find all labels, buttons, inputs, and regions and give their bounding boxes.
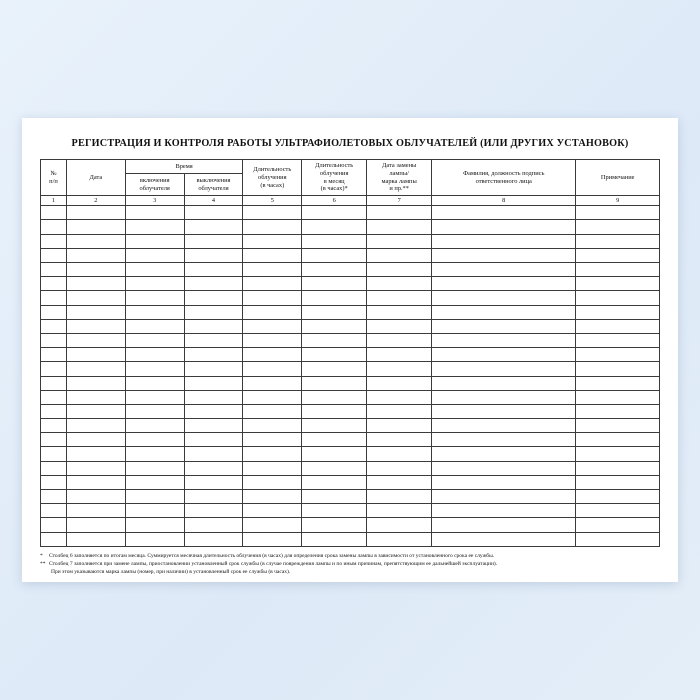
table-cell-empty[interactable] [367, 305, 432, 319]
table-cell-empty[interactable] [41, 248, 67, 262]
table-cell-empty[interactable] [66, 348, 125, 362]
table-cell-empty[interactable] [302, 447, 367, 461]
table-cell-empty[interactable] [302, 376, 367, 390]
table-row[interactable] [41, 376, 660, 390]
header-cell-responsible-person [432, 160, 576, 196]
table-cell-empty[interactable] [302, 348, 367, 362]
table-cell-empty[interactable] [125, 220, 184, 234]
table-row[interactable] [41, 362, 660, 376]
table-cell-empty[interactable] [432, 404, 576, 418]
table-cell-empty[interactable] [576, 404, 660, 418]
table-cell-empty[interactable] [243, 518, 302, 532]
table-cell-empty[interactable] [576, 362, 660, 376]
table-cell-empty[interactable] [125, 362, 184, 376]
table-row[interactable] [41, 220, 660, 234]
colnum-6: 6 [302, 196, 367, 206]
table-cell-empty[interactable] [367, 277, 432, 291]
table-cell-empty[interactable] [66, 333, 125, 347]
table-cell-empty[interactable] [302, 504, 367, 518]
table-cell-empty[interactable] [576, 348, 660, 362]
table-cell-empty[interactable] [576, 234, 660, 248]
table-cell-empty[interactable] [302, 263, 367, 277]
table-cell-empty[interactable] [125, 248, 184, 262]
table-cell-empty[interactable] [41, 206, 67, 220]
table-cell-empty[interactable] [125, 404, 184, 418]
header-switch-off-line1: выключения [196, 176, 231, 184]
table-row[interactable] [41, 390, 660, 404]
table-cell-empty[interactable] [302, 248, 367, 262]
table-cell-empty[interactable] [41, 333, 67, 347]
table-row[interactable] [41, 291, 660, 305]
table-cell-empty[interactable] [41, 291, 67, 305]
table-cell-empty[interactable] [576, 490, 660, 504]
table-cell-empty[interactable] [302, 490, 367, 504]
table-cell-empty[interactable] [302, 319, 367, 333]
table-cell-empty[interactable] [367, 419, 432, 433]
table-cell-empty[interactable] [243, 319, 302, 333]
header-cell-lamp-replacement [367, 160, 432, 196]
table-cell-empty[interactable] [302, 390, 367, 404]
table-row[interactable] [41, 419, 660, 433]
header-cell-time-group: Время [125, 160, 243, 174]
table-cell-empty[interactable] [184, 277, 243, 291]
table-cell-empty[interactable] [41, 390, 67, 404]
table-cell-empty[interactable] [41, 376, 67, 390]
page-title: РЕГИСТРАЦИЯ И КОНТРОЛЯ РАБОТЫ УЛЬТРАФИОЛЕТОВЫХ ОБЛУЧАТЕЛЕЙ (ИЛИ ДРУГИХ УСТАНОВОК) [71, 138, 629, 149]
footnote-2 [40, 561, 660, 569]
table-cell-empty[interactable] [125, 234, 184, 248]
table-cell-empty[interactable] [41, 475, 67, 489]
table-cell-empty[interactable] [243, 362, 302, 376]
table-cell-empty[interactable] [302, 220, 367, 234]
table-cell-empty[interactable] [66, 532, 125, 546]
table-cell-empty[interactable] [184, 333, 243, 347]
table-cell-empty[interactable] [184, 447, 243, 461]
table-cell-empty[interactable] [184, 419, 243, 433]
table-cell-empty[interactable] [184, 263, 243, 277]
table-cell-empty[interactable] [243, 291, 302, 305]
table-cell-empty[interactable] [184, 504, 243, 518]
table-cell-empty[interactable] [302, 419, 367, 433]
table-cell-empty[interactable] [432, 433, 576, 447]
table-cell-empty[interactable] [125, 263, 184, 277]
table-cell-empty[interactable] [184, 291, 243, 305]
colnum-7: 7 [367, 196, 432, 206]
table-cell-empty[interactable] [367, 433, 432, 447]
table-cell-empty[interactable] [367, 461, 432, 475]
table-cell-empty[interactable] [576, 305, 660, 319]
table-cell-empty[interactable] [66, 390, 125, 404]
header-responsible-line1: Фамилия, должность подпись [463, 169, 545, 177]
table-cell-empty[interactable] [66, 504, 125, 518]
table-cell-empty[interactable] [41, 319, 67, 333]
table-cell-empty[interactable] [66, 419, 125, 433]
header-cell-switch-off [184, 173, 243, 195]
table-row[interactable] [41, 475, 660, 489]
table-cell-empty[interactable] [243, 263, 302, 277]
table-cell-empty[interactable] [243, 419, 302, 433]
table-cell-empty[interactable] [576, 263, 660, 277]
footnote-1-mark: * [40, 552, 43, 559]
table-cell-empty[interactable] [66, 475, 125, 489]
table-cell-empty[interactable] [367, 447, 432, 461]
table-cell-empty[interactable] [243, 390, 302, 404]
table-cell-empty[interactable] [41, 433, 67, 447]
table-cell-empty[interactable] [367, 390, 432, 404]
table-cell-empty[interactable] [66, 277, 125, 291]
table-cell-empty[interactable] [125, 277, 184, 291]
table-cell-empty[interactable] [41, 419, 67, 433]
table-cell-empty[interactable] [243, 248, 302, 262]
header-cell-duration-month [302, 160, 367, 196]
table-row[interactable] [41, 333, 660, 347]
table-cell-empty[interactable] [184, 390, 243, 404]
table-row[interactable] [41, 206, 660, 220]
header-duration-month-line1: Длительность [315, 162, 354, 169]
table-row[interactable] [41, 461, 660, 475]
footnote-2-text: Столбец 7 заполняется при замене лампы, приостановлении установленный срок службы (в случае повреждения лампы и по иным причинам, препятствующим ее дальнейшей эксплуатации). [49, 560, 498, 567]
table-cell-empty[interactable] [367, 504, 432, 518]
table-cell-empty[interactable] [66, 490, 125, 504]
table-cell-empty[interactable] [243, 305, 302, 319]
table-cell-empty[interactable] [302, 277, 367, 291]
table-cell-empty[interactable] [66, 461, 125, 475]
table-cell-empty[interactable] [184, 305, 243, 319]
table-cell-empty[interactable] [125, 305, 184, 319]
table-cell-empty[interactable] [125, 433, 184, 447]
table-row[interactable] [41, 490, 660, 504]
header-lamp-line4: и пр.** [389, 185, 409, 193]
table-cell-empty[interactable] [66, 263, 125, 277]
table-cell-empty[interactable] [576, 419, 660, 433]
table-cell-empty[interactable] [125, 206, 184, 220]
table-cell-empty[interactable] [184, 348, 243, 362]
colnum-4: 4 [184, 196, 243, 206]
table-cell-empty[interactable] [576, 433, 660, 447]
table-cell-empty[interactable] [41, 518, 67, 532]
footnotes [40, 553, 660, 577]
table-cell-empty[interactable] [243, 333, 302, 347]
table-cell-empty[interactable] [243, 532, 302, 546]
table-cell-empty[interactable] [302, 532, 367, 546]
table-cell-empty[interactable] [125, 447, 184, 461]
table-cell-empty[interactable] [125, 475, 184, 489]
table-cell-empty[interactable] [576, 461, 660, 475]
table-row[interactable] [41, 518, 660, 532]
header-cell-switch-on [125, 173, 184, 195]
header-note-label: Примечание [600, 173, 635, 181]
table-cell-empty[interactable] [367, 518, 432, 532]
header-number-line2: п/п [49, 177, 58, 185]
header-duration-line2: облучения [258, 173, 287, 181]
table-cell-empty[interactable] [243, 376, 302, 390]
table-cell-empty[interactable] [302, 305, 367, 319]
table-cell-empty[interactable] [41, 362, 67, 376]
table-cell-empty[interactable] [367, 333, 432, 347]
document-sheet [22, 118, 678, 582]
header-duration-line3: (в часах) [260, 181, 285, 189]
table-row[interactable] [41, 248, 660, 262]
table-cell-empty[interactable] [302, 461, 367, 475]
table-cell-empty[interactable] [432, 447, 576, 461]
footnote-2-mark: ** [40, 560, 46, 567]
table-cell-empty[interactable] [243, 348, 302, 362]
table-cell-empty[interactable] [184, 319, 243, 333]
table-cell-empty[interactable] [184, 475, 243, 489]
table-cell-empty[interactable] [184, 490, 243, 504]
table-cell-empty[interactable] [66, 234, 125, 248]
header-switch-on-line1: включения [139, 176, 170, 184]
table-cell-empty[interactable] [184, 518, 243, 532]
colnum-9: 9 [576, 196, 660, 206]
footnote-1-text: Столбец 6 заполняется по итогам месяца. Суммируется месячная длительность облучения (в часах) для определения срока замены лампы в зависимости от установленного срока ее службы. [49, 552, 495, 559]
table-cell-empty[interactable] [576, 333, 660, 347]
colnum-2: 2 [66, 196, 125, 206]
table-cell-empty[interactable] [41, 348, 67, 362]
table-cell-empty[interactable] [302, 291, 367, 305]
table-cell-empty[interactable] [576, 390, 660, 404]
table-cell-empty[interactable] [432, 532, 576, 546]
table-cell-empty[interactable] [184, 433, 243, 447]
table-cell-empty[interactable] [125, 532, 184, 546]
table-cell-empty[interactable] [576, 220, 660, 234]
table-cell-empty[interactable] [302, 333, 367, 347]
table-cell-empty[interactable] [576, 376, 660, 390]
table-cell-empty[interactable] [125, 504, 184, 518]
table-body [41, 196, 660, 547]
table-cell-empty[interactable] [66, 305, 125, 319]
table-cell-empty[interactable] [66, 248, 125, 262]
table-row[interactable] [41, 433, 660, 447]
table-row[interactable] [41, 504, 660, 518]
table-cell-empty[interactable] [432, 220, 576, 234]
header-duration-month-line4: (в часах)* [320, 185, 348, 193]
table-cell-empty[interactable] [432, 206, 576, 220]
table-cell-empty[interactable] [432, 419, 576, 433]
table-cell-empty[interactable] [184, 404, 243, 418]
table-cell-empty[interactable] [576, 319, 660, 333]
table-cell-empty[interactable] [243, 206, 302, 220]
table-cell-empty[interactable] [125, 291, 184, 305]
table-cell-empty[interactable] [41, 447, 67, 461]
table-cell-empty[interactable] [243, 461, 302, 475]
table-row[interactable] [41, 447, 660, 461]
header-cell-number [41, 160, 67, 196]
table-cell-empty[interactable] [125, 319, 184, 333]
header-date-label: Дата [89, 173, 103, 181]
table-cell-empty[interactable] [302, 518, 367, 532]
table-row[interactable] [41, 348, 660, 362]
table-cell-empty[interactable] [432, 277, 576, 291]
header-responsible-line2: ответственного лица [475, 177, 532, 185]
table-cell-empty[interactable] [302, 234, 367, 248]
table-cell-empty[interactable] [576, 248, 660, 262]
table-cell-empty[interactable] [432, 333, 576, 347]
table-cell-empty[interactable] [66, 220, 125, 234]
table-cell-empty[interactable] [184, 206, 243, 220]
table-cell-empty[interactable] [432, 291, 576, 305]
table-cell-empty[interactable] [66, 404, 125, 418]
table-row[interactable] [41, 404, 660, 418]
table-row[interactable] [41, 319, 660, 333]
table-cell-empty[interactable] [576, 447, 660, 461]
table-cell-empty[interactable] [41, 234, 67, 248]
table-cell-empty[interactable] [41, 263, 67, 277]
table-cell-empty[interactable] [41, 305, 67, 319]
table-cell-empty[interactable] [432, 376, 576, 390]
table-row[interactable] [41, 305, 660, 319]
table-cell-empty[interactable] [243, 490, 302, 504]
colnum-1: 1 [41, 196, 67, 206]
footnote-1 [40, 553, 660, 561]
header-duration-line1: Длительность [253, 165, 292, 173]
table-cell-empty[interactable] [432, 504, 576, 518]
header-switch-on-line2: облучателя [139, 184, 170, 192]
table-cell-empty[interactable] [367, 490, 432, 504]
table-cell-empty[interactable] [66, 291, 125, 305]
table-cell-empty[interactable] [41, 404, 67, 418]
table-cell-empty[interactable] [66, 376, 125, 390]
header-lamp-line1: Дата замены [382, 162, 417, 169]
footnote-3-text: При этом указываются марка лампы (номер, при наличии) в установленный срок ее службы (в часах). [51, 568, 291, 575]
colnum-3: 3 [125, 196, 184, 206]
header-switch-off-line2: облучателя [198, 184, 229, 192]
table-cell-empty[interactable] [302, 206, 367, 220]
table-cell-empty[interactable] [184, 362, 243, 376]
table-cell-empty[interactable] [243, 447, 302, 461]
table-cell-empty[interactable] [432, 475, 576, 489]
table-cell-empty[interactable] [367, 248, 432, 262]
table-cell-empty[interactable] [432, 319, 576, 333]
table-cell-empty[interactable] [41, 220, 67, 234]
table-cell-empty[interactable] [41, 461, 67, 475]
table-cell-empty[interactable] [367, 362, 432, 376]
table-cell-empty[interactable] [302, 404, 367, 418]
table-cell-empty[interactable] [125, 348, 184, 362]
table-cell-empty[interactable] [432, 461, 576, 475]
table-cell-empty[interactable] [367, 263, 432, 277]
table-cell-empty[interactable] [125, 376, 184, 390]
table-cell-empty[interactable] [125, 518, 184, 532]
table-cell-empty[interactable] [66, 518, 125, 532]
header-duration-month-line2: облучения [319, 169, 349, 177]
table-row[interactable] [41, 532, 660, 546]
table-header-row-1 [41, 160, 660, 174]
table-cell-empty[interactable] [125, 490, 184, 504]
table-cell-empty[interactable] [367, 376, 432, 390]
table-cell-empty[interactable] [243, 220, 302, 234]
table-cell-empty[interactable] [576, 475, 660, 489]
table-cell-empty[interactable] [125, 461, 184, 475]
table-cell-empty[interactable] [367, 220, 432, 234]
table-row[interactable] [41, 277, 660, 291]
table-cell-empty[interactable] [576, 291, 660, 305]
table-cell-empty[interactable] [367, 404, 432, 418]
table-cell-empty[interactable] [184, 248, 243, 262]
table-cell-empty[interactable] [302, 362, 367, 376]
table-cell-empty[interactable] [125, 390, 184, 404]
header-cell-duration [243, 160, 302, 196]
table-cell-empty[interactable] [41, 490, 67, 504]
table-cell-empty[interactable] [432, 234, 576, 248]
table-cell-empty[interactable] [432, 390, 576, 404]
table-cell-empty[interactable] [367, 291, 432, 305]
table-cell-empty[interactable] [576, 277, 660, 291]
table-cell-empty[interactable] [243, 475, 302, 489]
header-lamp-line3: марка лампы [381, 177, 417, 185]
table-cell-empty[interactable] [66, 433, 125, 447]
header-lamp-line2: лампы/ [389, 169, 409, 177]
table-cell-empty[interactable] [367, 532, 432, 546]
header-cell-date [66, 160, 125, 196]
table-cell-empty[interactable] [302, 433, 367, 447]
table-cell-empty[interactable] [432, 305, 576, 319]
header-number-line1: № [50, 169, 57, 177]
table-cell-empty[interactable] [432, 490, 576, 504]
table-cell-empty[interactable] [243, 234, 302, 248]
table-row[interactable] [41, 234, 660, 248]
header-duration-month-line3: в месяц [323, 177, 345, 185]
table-cell-empty[interactable] [576, 206, 660, 220]
table-cell-empty[interactable] [184, 376, 243, 390]
colnum-5: 5 [243, 196, 302, 206]
table-cell-empty[interactable] [41, 277, 67, 291]
document-content [22, 118, 678, 582]
table-cell-empty[interactable] [125, 333, 184, 347]
registration-table [40, 159, 660, 547]
table-cell-empty[interactable] [432, 518, 576, 532]
table-cell-empty[interactable] [367, 319, 432, 333]
header-cell-note [576, 160, 660, 196]
table-cell-empty[interactable] [367, 475, 432, 489]
table-cell-empty[interactable] [432, 248, 576, 262]
table-cell-empty[interactable] [243, 504, 302, 518]
table-cell-empty[interactable] [243, 433, 302, 447]
table-cell-empty[interactable] [302, 475, 367, 489]
table-cell-empty[interactable] [576, 532, 660, 546]
table-cell-empty[interactable] [432, 263, 576, 277]
table-cell-empty[interactable] [367, 206, 432, 220]
table-cell-empty[interactable] [184, 461, 243, 475]
table-cell-empty[interactable] [184, 220, 243, 234]
table-row[interactable] [41, 263, 660, 277]
table-cell-empty[interactable] [41, 504, 67, 518]
footnote-3 [40, 569, 660, 577]
table-cell-empty[interactable] [66, 447, 125, 461]
table-cell-empty[interactable] [367, 348, 432, 362]
table-cell-empty[interactable] [576, 518, 660, 532]
table-cell-empty[interactable] [66, 362, 125, 376]
table-cell-empty[interactable] [41, 532, 67, 546]
table-cell-empty[interactable] [125, 419, 184, 433]
table-cell-empty[interactable] [66, 319, 125, 333]
table-cell-empty[interactable] [432, 362, 576, 376]
table-cell-empty[interactable] [576, 504, 660, 518]
table-cell-empty[interactable] [243, 404, 302, 418]
table-cell-empty[interactable] [432, 348, 576, 362]
colnum-8: 8 [432, 196, 576, 206]
table-cell-empty[interactable] [184, 234, 243, 248]
table-cell-empty[interactable] [66, 206, 125, 220]
table-cell-empty[interactable] [184, 532, 243, 546]
table-cell-empty[interactable] [367, 234, 432, 248]
table-cell-empty[interactable] [243, 277, 302, 291]
table-row-column-numbers [41, 196, 660, 206]
